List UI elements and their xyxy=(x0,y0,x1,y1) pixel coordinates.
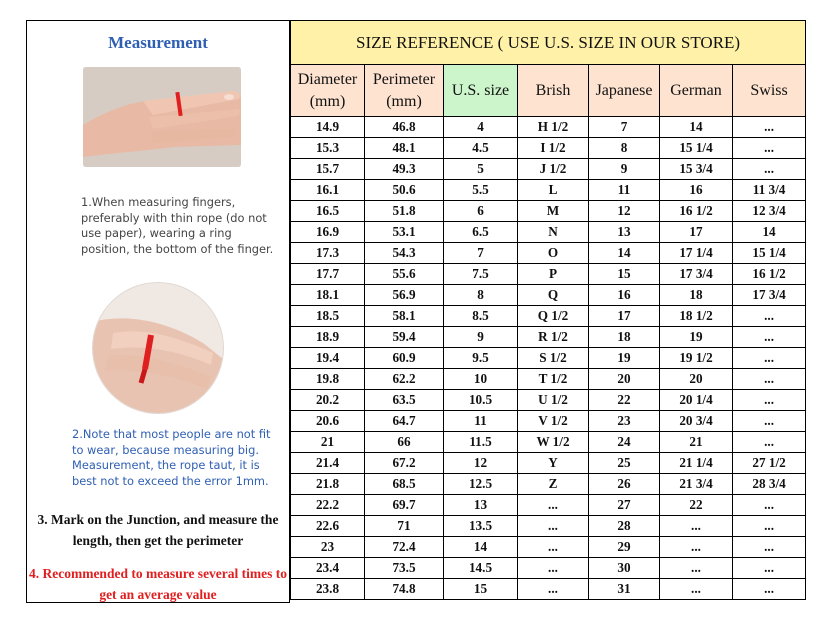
cell-us-size: 5.5 xyxy=(444,180,518,201)
cell-us-size: 11.5 xyxy=(444,432,518,453)
table-row xyxy=(291,579,806,600)
cell-japanese: 25 xyxy=(589,453,660,474)
cell-perimeter: 50.6 xyxy=(365,180,444,201)
cell-us-size: 9 xyxy=(444,327,518,348)
table-row xyxy=(291,306,806,327)
cell-japanese: 19 xyxy=(589,348,660,369)
measurement-step-3: 3. Mark on the Junction, and measure the length, then get the perimeter xyxy=(37,512,279,548)
cell-perimeter: 60.9 xyxy=(365,348,444,369)
cell-us-size: 8.5 xyxy=(444,306,518,327)
cell-swiss: ... xyxy=(733,411,806,432)
cell-japanese: 11 xyxy=(589,180,660,201)
cell-perimeter: 55.6 xyxy=(365,264,444,285)
cell-german: 15 3/4 xyxy=(660,159,733,180)
header-german: German xyxy=(660,65,733,117)
cell-us-size: 10 xyxy=(444,369,518,390)
cell-swiss: 14 xyxy=(733,222,806,243)
cell-swiss: 16 1/2 xyxy=(733,264,806,285)
cell-british: J 1/2 xyxy=(518,159,589,180)
cell-german: 21 1/4 xyxy=(660,453,733,474)
cell-japanese: 18 xyxy=(589,327,660,348)
cell-perimeter: 62.2 xyxy=(365,369,444,390)
cell-german: ... xyxy=(660,537,733,558)
cell-swiss: ... xyxy=(733,327,806,348)
cell-japanese: 16 xyxy=(589,285,660,306)
cell-british: H 1/2 xyxy=(518,117,589,138)
cell-german: 17 3/4 xyxy=(660,264,733,285)
cell-british: ... xyxy=(518,537,589,558)
cell-perimeter: 68.5 xyxy=(365,474,444,495)
cell-us-size: 7 xyxy=(444,243,518,264)
cell-us-size: 4.5 xyxy=(444,138,518,159)
cell-us-size: 12.5 xyxy=(444,474,518,495)
table-row xyxy=(291,327,806,348)
cell-british: Q 1/2 xyxy=(518,306,589,327)
cell-diameter: 23.8 xyxy=(291,579,365,600)
cell-us-size: 13.5 xyxy=(444,516,518,537)
cell-japanese: 28 xyxy=(589,516,660,537)
cell-german: 18 1/2 xyxy=(660,306,733,327)
cell-british: I 1/2 xyxy=(518,138,589,159)
cell-japanese: 23 xyxy=(589,411,660,432)
cell-german: 16 xyxy=(660,180,733,201)
cell-diameter: 21 xyxy=(291,432,365,453)
cell-perimeter: 72.4 xyxy=(365,537,444,558)
cell-german: 16 1/2 xyxy=(660,201,733,222)
header-diameter: Diameter (mm) xyxy=(291,65,365,117)
cell-perimeter: 58.1 xyxy=(365,306,444,327)
cell-diameter: 19.8 xyxy=(291,369,365,390)
header-swiss: Swiss xyxy=(733,65,806,117)
cell-british: P xyxy=(518,264,589,285)
cell-perimeter: 49.3 xyxy=(365,159,444,180)
cell-german: 14 xyxy=(660,117,733,138)
cell-diameter: 18.9 xyxy=(291,327,365,348)
table-row xyxy=(291,516,806,537)
measurement-title: Measurement xyxy=(108,33,208,52)
table-row xyxy=(291,495,806,516)
cell-perimeter: 71 xyxy=(365,516,444,537)
header-british: Brish xyxy=(518,65,589,117)
cell-japanese: 9 xyxy=(589,159,660,180)
cell-swiss: ... xyxy=(733,579,806,600)
cell-swiss: 17 3/4 xyxy=(733,285,806,306)
cell-perimeter: 56.9 xyxy=(365,285,444,306)
cell-british: U 1/2 xyxy=(518,390,589,411)
cell-japanese: 12 xyxy=(589,201,660,222)
cell-british: O xyxy=(518,243,589,264)
cell-us-size: 6.5 xyxy=(444,222,518,243)
cell-british: Z xyxy=(518,474,589,495)
cell-british: Y xyxy=(518,453,589,474)
cell-swiss: 11 3/4 xyxy=(733,180,806,201)
cell-us-size: 4 xyxy=(444,117,518,138)
table-header-row xyxy=(291,65,806,117)
cell-japanese: 27 xyxy=(589,495,660,516)
cell-british: T 1/2 xyxy=(518,369,589,390)
cell-german: 17 1/4 xyxy=(660,243,733,264)
cell-perimeter: 63.5 xyxy=(365,390,444,411)
size-reference-table xyxy=(290,20,806,600)
cell-german: 19 1/2 xyxy=(660,348,733,369)
cell-japanese: 7 xyxy=(589,117,660,138)
cell-british: S 1/2 xyxy=(518,348,589,369)
cell-british: M xyxy=(518,201,589,222)
cell-japanese: 26 xyxy=(589,474,660,495)
header-us-size: U.S. size xyxy=(444,65,518,117)
size-reference-panel xyxy=(290,20,805,603)
cell-british: ... xyxy=(518,579,589,600)
cell-perimeter: 54.3 xyxy=(365,243,444,264)
cell-us-size: 8 xyxy=(444,285,518,306)
cell-swiss: ... xyxy=(733,159,806,180)
cell-diameter: 21.8 xyxy=(291,474,365,495)
table-row xyxy=(291,537,806,558)
table-row xyxy=(291,348,806,369)
hand-photo-top xyxy=(83,67,241,167)
cell-german: 21 xyxy=(660,432,733,453)
cell-swiss: ... xyxy=(733,432,806,453)
table-body xyxy=(291,117,806,600)
cell-german: 22 xyxy=(660,495,733,516)
cell-swiss: ... xyxy=(733,558,806,579)
measurement-step-4: 4. Recommended to measure several times to get an average value xyxy=(28,566,288,602)
cell-japanese: 30 xyxy=(589,558,660,579)
table-row xyxy=(291,264,806,285)
cell-diameter: 19.4 xyxy=(291,348,365,369)
cell-british: L xyxy=(518,180,589,201)
cell-german: 20 1/4 xyxy=(660,390,733,411)
table-row xyxy=(291,180,806,201)
cell-swiss: ... xyxy=(733,495,806,516)
cell-german: 17 xyxy=(660,222,733,243)
cell-japanese: 15 xyxy=(589,264,660,285)
cell-us-size: 10.5 xyxy=(444,390,518,411)
cell-diameter: 20.6 xyxy=(291,411,365,432)
cell-perimeter: 66 xyxy=(365,432,444,453)
cell-german: 15 1/4 xyxy=(660,138,733,159)
cell-diameter: 15.7 xyxy=(291,159,365,180)
cell-us-size: 14.5 xyxy=(444,558,518,579)
cell-diameter: 20.2 xyxy=(291,390,365,411)
cell-japanese: 20 xyxy=(589,369,660,390)
cell-us-size: 11 xyxy=(444,411,518,432)
table-title: SIZE REFERENCE ( USE U.S. SIZE IN OUR STORE) xyxy=(291,21,806,65)
cell-german: ... xyxy=(660,579,733,600)
cell-perimeter: 67.2 xyxy=(365,453,444,474)
measurement-note-2: 2.Note that most people are not fit to wear, because measuring big. Measurement, the rope taut, it is best not to exceed the error 1mm. xyxy=(72,427,271,488)
table-row xyxy=(291,453,806,474)
cell-diameter: 23 xyxy=(291,537,365,558)
cell-us-size: 5 xyxy=(444,159,518,180)
table-row xyxy=(291,201,806,222)
cell-us-size: 6 xyxy=(444,201,518,222)
cell-british: R 1/2 xyxy=(518,327,589,348)
cell-swiss: ... xyxy=(733,306,806,327)
cell-perimeter: 73.5 xyxy=(365,558,444,579)
cell-british: W 1/2 xyxy=(518,432,589,453)
cell-british: ... xyxy=(518,516,589,537)
cell-german: 20 3/4 xyxy=(660,411,733,432)
cell-diameter: 16.1 xyxy=(291,180,365,201)
cell-japanese: 8 xyxy=(589,138,660,159)
cell-us-size: 9.5 xyxy=(444,348,518,369)
table-row xyxy=(291,411,806,432)
cell-diameter: 15.3 xyxy=(291,138,365,159)
cell-japanese: 22 xyxy=(589,390,660,411)
header-japanese: Japanese xyxy=(589,65,660,117)
table-row xyxy=(291,285,806,306)
cell-swiss: 12 3/4 xyxy=(733,201,806,222)
cell-swiss: ... xyxy=(733,369,806,390)
table-row xyxy=(291,117,806,138)
cell-us-size: 14 xyxy=(444,537,518,558)
header-perimeter: Perimeter (mm) xyxy=(365,65,444,117)
cell-british: Q xyxy=(518,285,589,306)
cell-perimeter: 69.7 xyxy=(365,495,444,516)
cell-perimeter: 74.8 xyxy=(365,579,444,600)
cell-perimeter: 53.1 xyxy=(365,222,444,243)
table-row xyxy=(291,369,806,390)
cell-british: ... xyxy=(518,558,589,579)
cell-swiss: ... xyxy=(733,537,806,558)
cell-perimeter: 48.1 xyxy=(365,138,444,159)
cell-swiss: 28 3/4 xyxy=(733,474,806,495)
cell-swiss: ... xyxy=(733,348,806,369)
cell-perimeter: 59.4 xyxy=(365,327,444,348)
cell-diameter: 16.5 xyxy=(291,201,365,222)
table-row xyxy=(291,390,806,411)
table-row xyxy=(291,558,806,579)
cell-british: ... xyxy=(518,495,589,516)
cell-diameter: 17.3 xyxy=(291,243,365,264)
cell-us-size: 12 xyxy=(444,453,518,474)
table-row xyxy=(291,474,806,495)
cell-diameter: 16.9 xyxy=(291,222,365,243)
measurement-note-1: 1.When measuring fingers, preferably with thin rope (do not use paper), wearing a ring position, the bottom of the finger. xyxy=(81,195,274,256)
table-row xyxy=(291,222,806,243)
measurement-panel xyxy=(26,20,290,603)
cell-perimeter: 64.7 xyxy=(365,411,444,432)
cell-us-size: 7.5 xyxy=(444,264,518,285)
cell-us-size: 15 xyxy=(444,579,518,600)
cell-swiss: ... xyxy=(733,390,806,411)
cell-swiss: ... xyxy=(733,117,806,138)
cell-diameter: 22.2 xyxy=(291,495,365,516)
hand-photo-ring xyxy=(93,283,223,413)
cell-diameter: 23.4 xyxy=(291,558,365,579)
cell-swiss: 15 1/4 xyxy=(733,243,806,264)
cell-perimeter: 46.8 xyxy=(365,117,444,138)
cell-japanese: 14 xyxy=(589,243,660,264)
cell-british: N xyxy=(518,222,589,243)
table-row xyxy=(291,138,806,159)
cell-german: 20 xyxy=(660,369,733,390)
cell-japanese: 13 xyxy=(589,222,660,243)
table-row xyxy=(291,243,806,264)
cell-japanese: 29 xyxy=(589,537,660,558)
cell-diameter: 22.6 xyxy=(291,516,365,537)
cell-us-size: 13 xyxy=(444,495,518,516)
cell-diameter: 18.5 xyxy=(291,306,365,327)
cell-diameter: 18.1 xyxy=(291,285,365,306)
cell-japanese: 24 xyxy=(589,432,660,453)
cell-swiss: ... xyxy=(733,516,806,537)
cell-japanese: 17 xyxy=(589,306,660,327)
cell-diameter: 14.9 xyxy=(291,117,365,138)
cell-diameter: 21.4 xyxy=(291,453,365,474)
cell-swiss: 27 1/2 xyxy=(733,453,806,474)
cell-swiss: ... xyxy=(733,138,806,159)
cell-perimeter: 51.8 xyxy=(365,201,444,222)
cell-german: 19 xyxy=(660,327,733,348)
cell-british: V 1/2 xyxy=(518,411,589,432)
cell-german: 21 3/4 xyxy=(660,474,733,495)
cell-japanese: 31 xyxy=(589,579,660,600)
table-row xyxy=(291,432,806,453)
table-row xyxy=(291,159,806,180)
cell-german: ... xyxy=(660,558,733,579)
cell-diameter: 17.7 xyxy=(291,264,365,285)
cell-german: 18 xyxy=(660,285,733,306)
cell-german: ... xyxy=(660,516,733,537)
